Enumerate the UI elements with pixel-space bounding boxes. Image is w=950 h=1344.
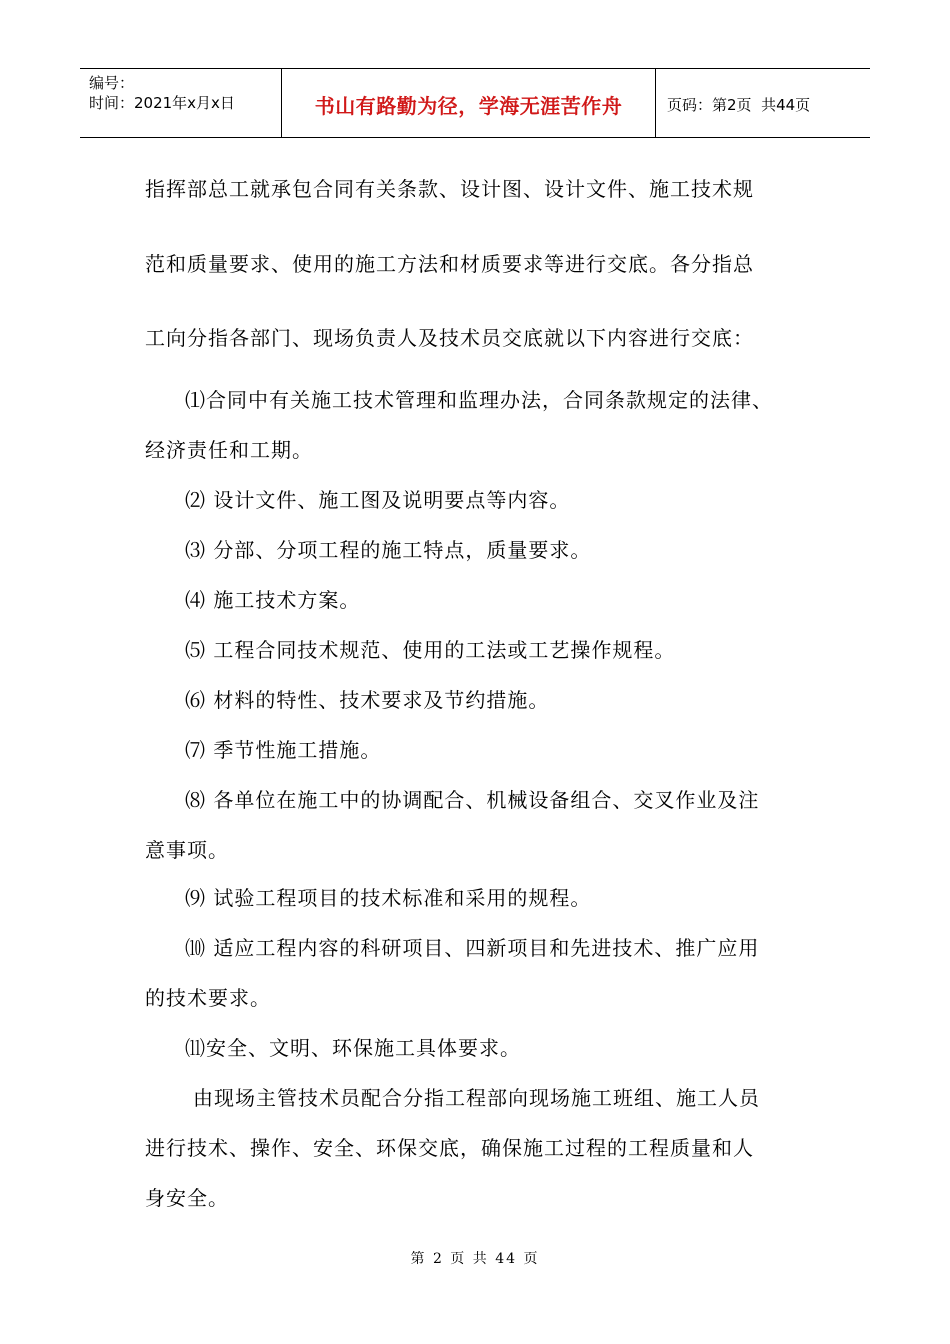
list-item-line: ⑹ 材料的特性、技术要求及节约措施。 bbox=[185, 688, 550, 712]
list-item-line: ⑶ 分部、分项工程的施工特点，质量要求。 bbox=[185, 538, 592, 562]
document-number-label: 编号： bbox=[89, 74, 135, 92]
list-item-line: ⑽ 适应工程内容的科研项目、四新项目和先进技术、推广应用 bbox=[185, 936, 760, 960]
paragraph-line: 身安全。 bbox=[145, 1186, 229, 1210]
list-item-line: ⑵ 设计文件、施工图及说明要点等内容。 bbox=[185, 488, 571, 512]
header-page-cell bbox=[656, 69, 870, 137]
paragraph-line: 工向分指各部门、现场负责人及技术员交底就以下内容进行交底： bbox=[145, 326, 754, 350]
header-motto: 书山有路勤为径，学海无涯苦作舟 bbox=[314, 93, 623, 118]
document-date-label: 时间：2021年x月x日 bbox=[89, 94, 235, 112]
list-item-line: ⑼ 试验工程项目的技术标准和采用的规程。 bbox=[185, 886, 592, 910]
list-item-line: ⑷ 施工技术方案。 bbox=[185, 588, 361, 612]
page-footer: 第 2 页 共 44 页 bbox=[410, 1251, 540, 1267]
header-page-info: 页码：第2页 共44页 bbox=[667, 95, 811, 114]
list-item-line: 意事项。 bbox=[145, 838, 229, 862]
page-header bbox=[80, 68, 870, 138]
header-meta-cell bbox=[80, 69, 282, 137]
list-item-line: ⑺ 季节性施工措施。 bbox=[185, 738, 382, 762]
paragraph-line: 由现场主管技术员配合分指工程部向现场施工班组、施工人员 bbox=[193, 1086, 760, 1110]
list-item-line: ⑻ 各单位在施工中的协调配合、机械设备组合、交叉作业及注 bbox=[185, 788, 760, 812]
list-item-line: ⑸ 工程合同技术规范、使用的工法或工艺操作规程。 bbox=[185, 638, 676, 662]
paragraph-line: 指挥部总工就承包合同有关条款、设计图、设计文件、施工技术规 bbox=[145, 177, 754, 201]
list-item-line: 经济责任和工期。 bbox=[145, 438, 313, 462]
list-item-line: 的技术要求。 bbox=[145, 986, 271, 1010]
list-item-line: ⑴合同中有关施工技术管理和监理办法，合同条款规定的法律、 bbox=[185, 388, 773, 412]
header-motto-cell bbox=[282, 69, 656, 137]
paragraph-line: 范和质量要求、使用的施工方法和材质要求等进行交底。各分指总 bbox=[145, 252, 754, 276]
list-item-line: ⑾安全、文明、环保施工具体要求。 bbox=[185, 1036, 521, 1060]
paragraph-line: 进行技术、操作、安全、环保交底，确保施工过程的工程质量和人 bbox=[145, 1136, 754, 1160]
